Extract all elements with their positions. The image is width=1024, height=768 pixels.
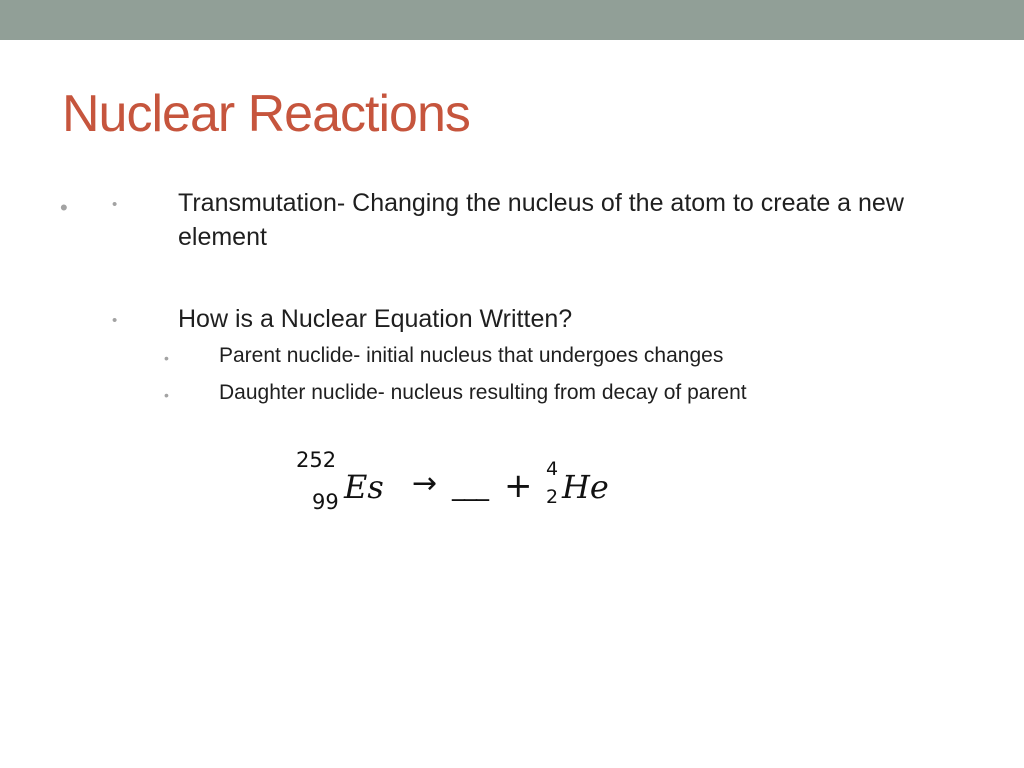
bullet-nuclear-equation: How is a Nuclear Equation Written? <box>178 305 573 333</box>
sub-bullet-marker: • <box>164 350 169 366</box>
slide-title: Nuclear Reactions <box>62 85 470 143</box>
nuclear-equation <box>290 446 630 526</box>
parent-atomic-number: 99 <box>312 490 339 514</box>
top-accent-bar <box>0 0 1024 40</box>
bullet-transmutation: Transmutation- Changing the nucleus of the atom to create a new element <box>178 189 904 251</box>
product-atomic-number: 2 <box>546 486 559 508</box>
reaction-arrow: → <box>412 466 438 501</box>
product-mass-number: 4 <box>546 458 559 480</box>
bullet-marker: • <box>112 312 118 329</box>
sub-bullet-marker: • <box>164 387 169 403</box>
product-element-symbol: He <box>562 468 609 506</box>
blank-product: ___ <box>452 472 488 502</box>
parent-mass-number: 252 <box>296 448 337 472</box>
sub-bullet-daughter-nuclide: Daughter nuclide- nucleus resulting from decay of parent <box>219 381 747 404</box>
plus-sign: + <box>504 466 533 506</box>
sub-bullet-parent-nuclide: Parent nuclide- initial nucleus that undergoes changes <box>219 344 724 367</box>
parent-element-symbol: Es <box>344 468 384 506</box>
bullet-marker: • <box>112 196 118 213</box>
bullet-marker-empty: • <box>60 195 68 220</box>
